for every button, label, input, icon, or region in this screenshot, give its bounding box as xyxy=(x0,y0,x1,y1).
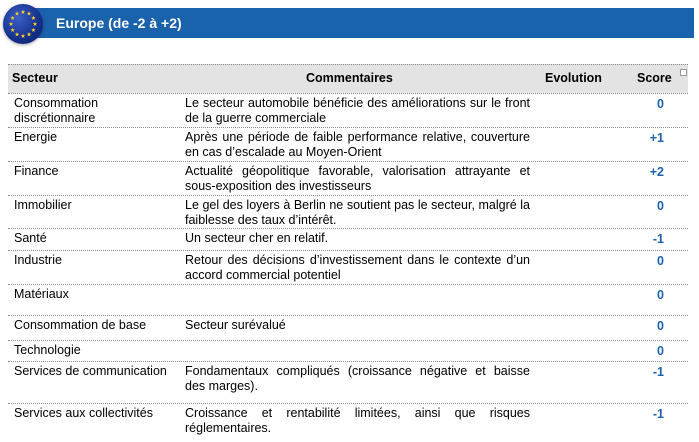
table-row xyxy=(8,340,688,361)
corner-handle-icon xyxy=(680,69,687,76)
header-secteur: Secteur xyxy=(12,71,58,85)
row-secteur: Industrie xyxy=(14,253,62,267)
row-score: 0 xyxy=(657,254,664,268)
table-row xyxy=(8,228,688,250)
section-banner xyxy=(12,8,694,38)
row-score: -1 xyxy=(652,407,664,421)
row-score: 0 xyxy=(657,288,664,302)
row-score: 0 xyxy=(657,97,664,111)
flag-star-icon xyxy=(15,11,19,15)
row-commentaire: Après une période de faible performance relative, couverture en cas d’escalade au Moyen-Orient xyxy=(185,130,530,159)
flag-star-icon xyxy=(9,22,13,26)
table-row xyxy=(8,93,688,127)
table-row xyxy=(8,315,688,340)
table-row xyxy=(8,284,688,315)
table-row xyxy=(8,161,688,195)
flag-star-icon xyxy=(31,16,35,20)
row-score: -1 xyxy=(652,365,664,379)
header-commentaires: Commentaires xyxy=(306,71,393,85)
header-evolution: Evolution xyxy=(545,71,602,85)
row-secteur: Finance xyxy=(14,164,59,178)
table-row xyxy=(8,403,688,436)
flag-star-icon xyxy=(10,16,14,20)
row-commentaire: Secteur surévalué xyxy=(185,318,286,332)
row-secteur: Consommation de base xyxy=(14,318,147,332)
flag-star-icon xyxy=(27,11,31,15)
row-score: 0 xyxy=(657,319,664,333)
section-title: Europe (de -2 à +2) xyxy=(56,15,182,31)
flag-star-icon xyxy=(33,22,37,26)
flag-star-icon xyxy=(21,34,25,38)
flag-star-icon xyxy=(27,32,31,36)
table-row xyxy=(8,195,688,228)
row-commentaire: Le secteur automobile bénéficie des améliorations sur le front de la guerre commerciale xyxy=(185,96,530,125)
flag-star-icon xyxy=(31,28,35,32)
flag-star-icon xyxy=(21,10,25,14)
row-secteur: Matériaux xyxy=(14,287,69,301)
row-score: 0 xyxy=(657,344,664,358)
header-score: Score xyxy=(637,71,672,85)
table-row xyxy=(8,361,688,403)
row-secteur: Technologie xyxy=(14,343,81,357)
row-commentaire: Un secteur cher en relatif. xyxy=(185,231,329,245)
row-secteur: Services aux collectivités xyxy=(14,406,153,420)
eu-flag-icon xyxy=(3,4,43,44)
row-secteur: Consommation discrétionnaire xyxy=(14,96,99,125)
row-commentaire: Fondamentaux compliqués (croissance négative et baisse des marges). xyxy=(185,364,530,393)
sector-table xyxy=(8,64,688,436)
row-commentaire: Actualité géopolitique favorable, valorisation attrayante et sous-exposition des investisseurs xyxy=(185,164,530,193)
row-secteur: Services de communication xyxy=(14,364,167,378)
row-score: +2 xyxy=(649,165,664,179)
row-secteur: Energie xyxy=(14,130,58,144)
table-header xyxy=(8,64,688,93)
row-secteur: Santé xyxy=(14,231,47,245)
row-score: 0 xyxy=(657,199,664,213)
row-score: -1 xyxy=(652,232,664,246)
row-secteur: Immobilier xyxy=(14,198,72,212)
flag-star-icon xyxy=(10,28,14,32)
table-row xyxy=(8,250,688,284)
flag-star-icon xyxy=(15,32,19,36)
row-commentaire: Le gel des loyers à Berlin ne soutient pas le secteur, malgré la faiblesse des taux d’intérêt. xyxy=(185,198,530,227)
row-commentaire: Croissance et rentabilité limitées, ainsi que risques réglementaires. xyxy=(185,406,530,435)
table-row xyxy=(8,127,688,161)
row-commentaire: Retour des décisions d’investissement dans le contexte d’un accord commercial potentiel xyxy=(185,253,530,282)
row-score: +1 xyxy=(649,131,664,145)
